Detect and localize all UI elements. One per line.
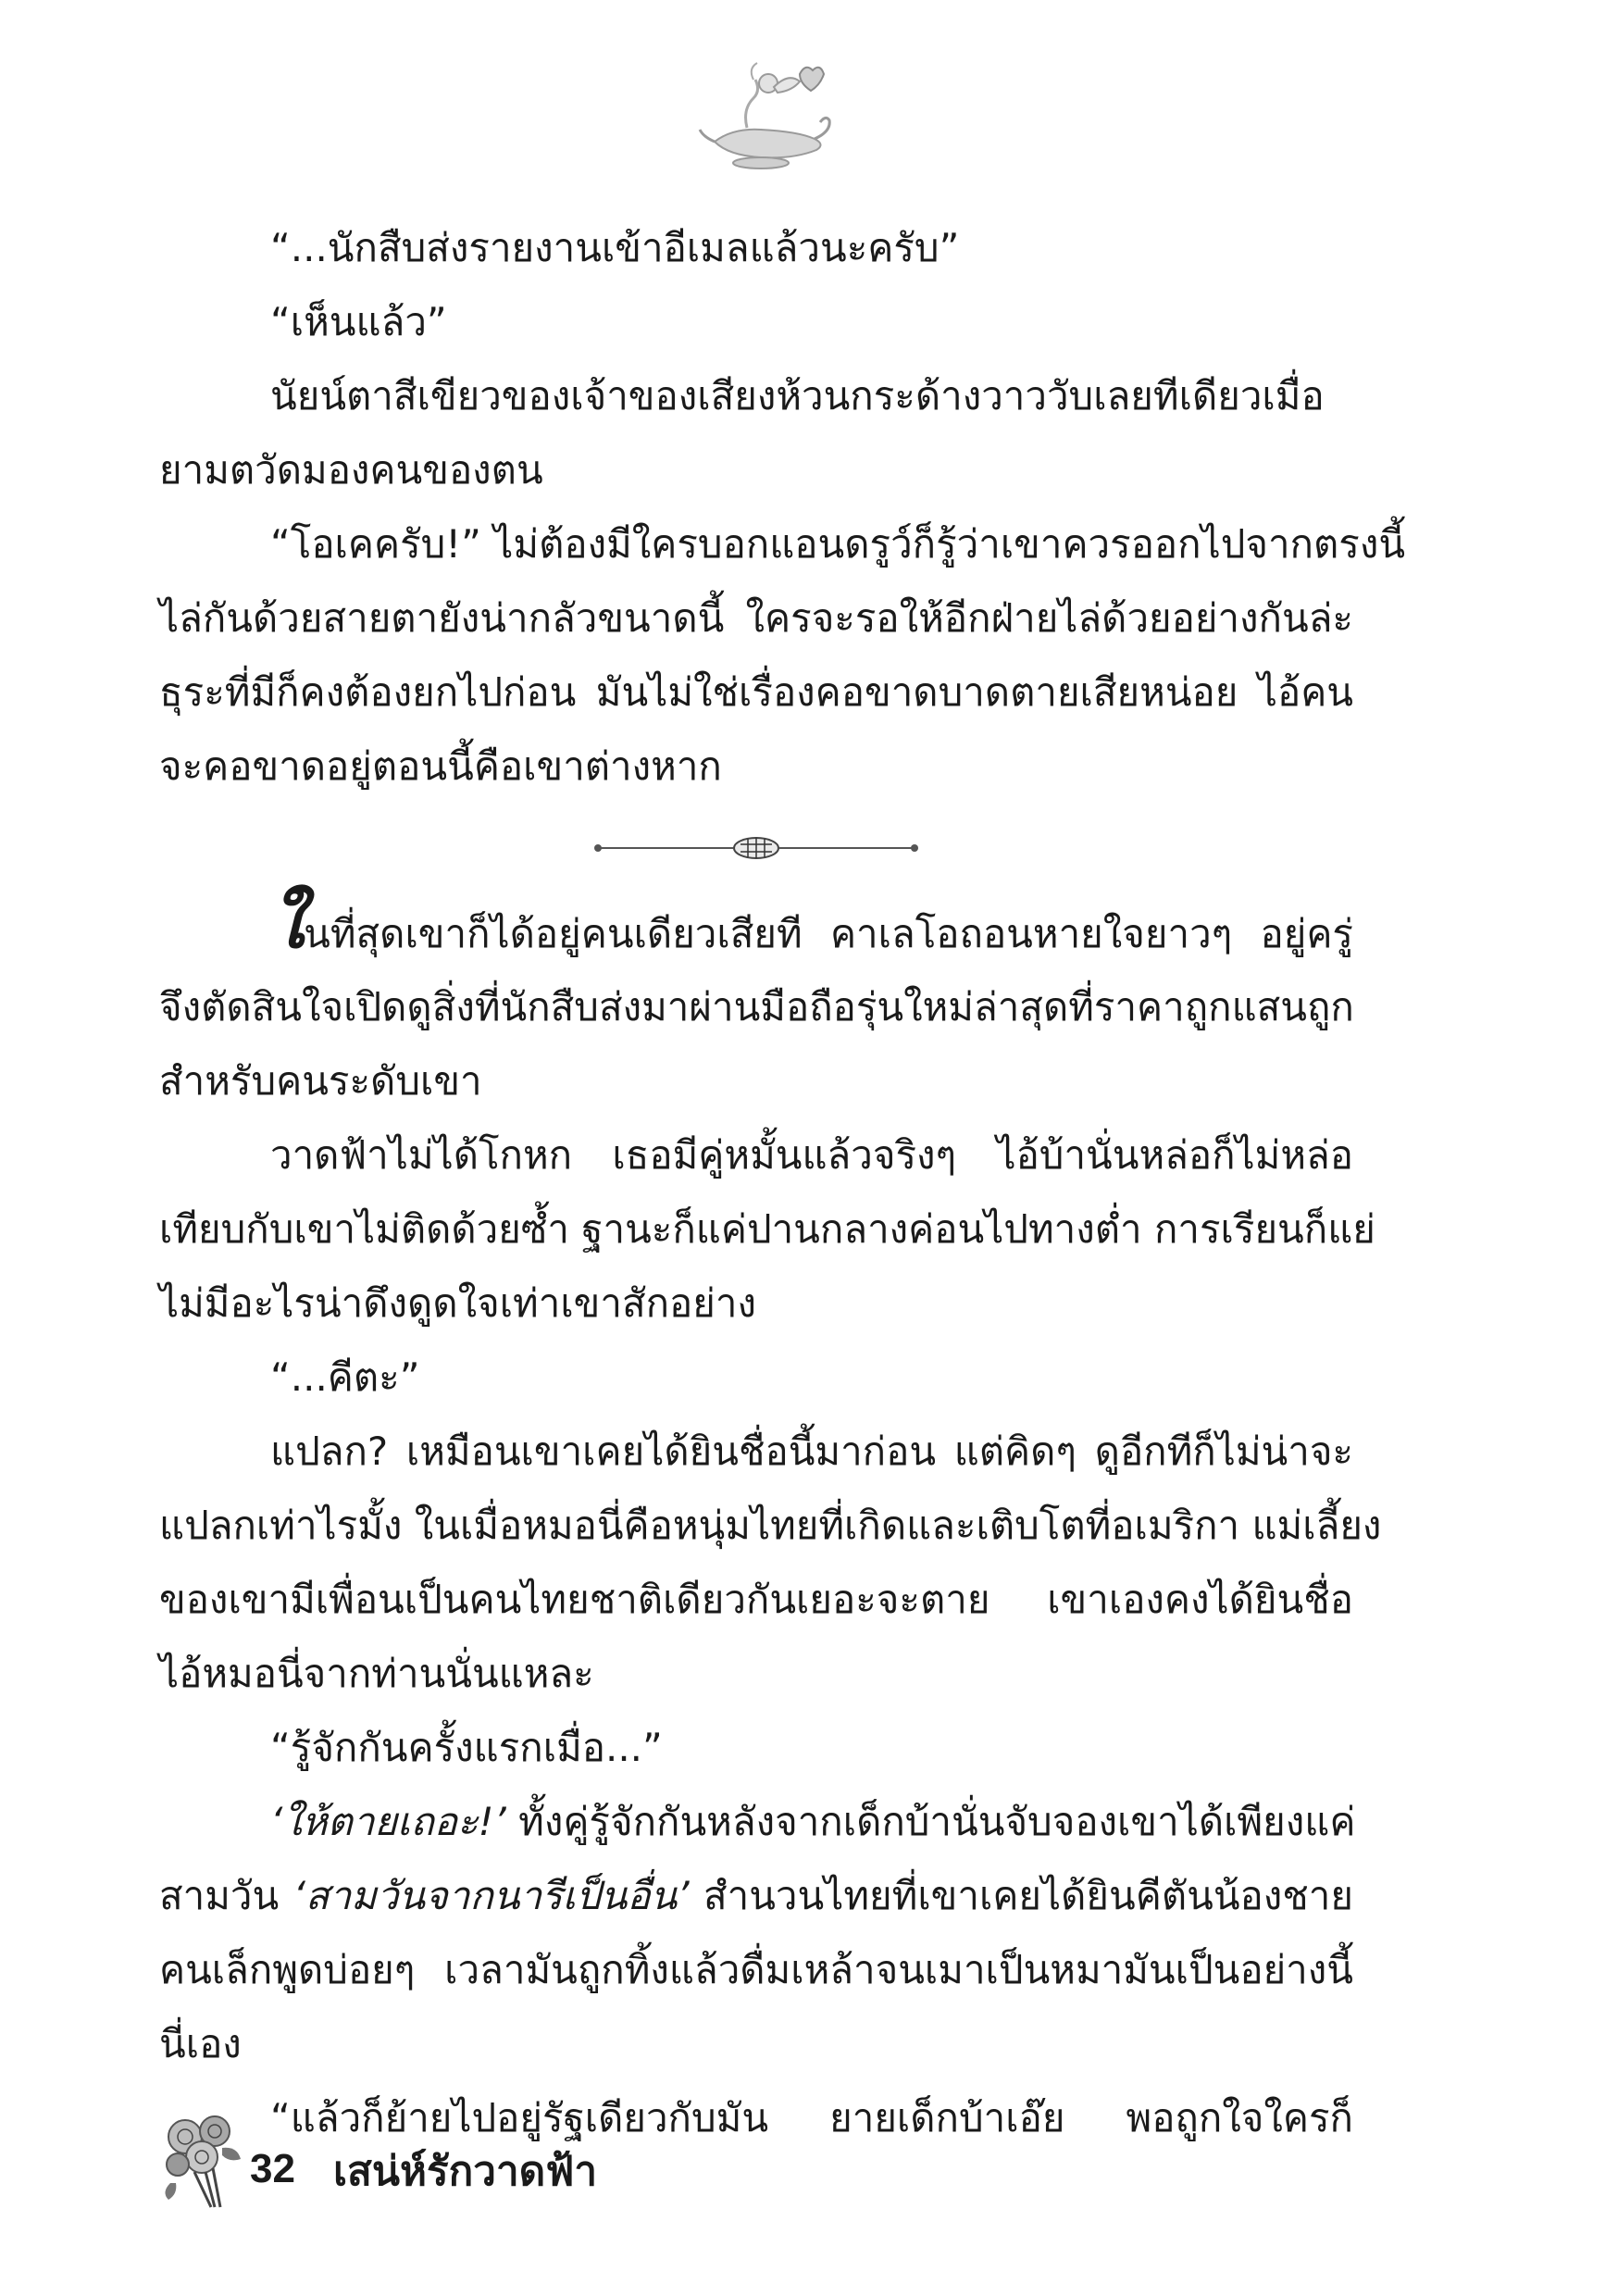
story-text <box>159 211 1406 2155</box>
text-line: “เห็นแล้ว” <box>270 299 447 344</box>
page-number: 32 <box>250 2146 295 2191</box>
page-footer <box>157 2111 898 2222</box>
text-line: จึงตัดสินใจเปิดดูสิ่งที่นักสืบส่งมาผ่านมือถือรุ่นใหม่ล่าสุดที่ราคาถูกแสนถูก <box>159 984 1354 1029</box>
text-line: “รู้จักกันครั้งแรกเมื่อ...” <box>270 1725 663 1770</box>
text-line: แปลก? เหมือนเขาเคยได้ยินชื่อนี้มาก่อน แต่คิดๆ ดูอีกทีก็ไม่น่าจะ <box>270 1429 1353 1474</box>
drop-cap: ใ <box>270 884 305 964</box>
text-line: สำหรับคนระดับเขา <box>159 1058 482 1104</box>
flower-bouquet-icon <box>157 2111 250 2213</box>
text-line <box>159 1859 1353 1933</box>
genie-lamp-ornament-icon <box>696 54 835 174</box>
text-line-start: สามวัน <box>159 1873 293 1918</box>
text-line: ยามตวัดมองคนของตน <box>159 447 543 493</box>
text-line: ไล่กันด้วยสายตายังน่ากลัวขนาดนี้ ใครจะรอให้อีกฝ่ายไล่ด้วยอย่างกันล่ะ <box>159 595 1353 641</box>
text-line-rest: นที่สุดเขาก็ได้อยู่คนเดียวเสียที คาเลโอถอนหายใจยาวๆ อยู่ครู่ <box>304 911 1353 956</box>
text-line: นี่เอง <box>159 2021 242 2066</box>
text-line: จะคอขาดอยู่ตอนนี้คือเขาต่างหาก <box>159 743 722 789</box>
italic-phrase: ‘ให้ตายเถอะ!’ <box>270 1799 506 1844</box>
text-line: “...คีตะ” <box>270 1354 420 1400</box>
text-line: “แล้วก็ย้ายไปอยู่รัฐเดียวกับมัน ยายเด็กบ้าเอ๊ย พอถูกใจใครก็ <box>270 2095 1353 2140</box>
text-line: ไอ้หมอนี่จากท่านนั่นแหละ <box>159 1651 594 1696</box>
text-line: แปลกเท่าไรมั้ง ในเมื่อหมอนี่คือหนุ่มไทยที่เกิดและเติบโตที่อเมริกา แม่เลี้ยง <box>159 1503 1382 1548</box>
text-line: คนเล็กพูดบ่อยๆ เวลามันถูกทิ้งแล้วดื่มเหล้าจนเมาเป็นหมามันเป็นอย่างนี้ <box>159 1947 1353 1992</box>
text-line: “โอเคครับ!” ไม่ต้องมีใครบอกแอนดรูว์ก็รู้ว่าเขาควรออกไปจากตรงนี้ <box>270 521 1406 567</box>
scene-divider-icon <box>594 830 918 867</box>
text-line <box>159 884 1353 970</box>
text-line-rest: สำนวนไทยที่เขาเคยได้ยินคีตันน้องชาย <box>689 1873 1353 1918</box>
scene-break <box>159 804 1353 896</box>
text-line-rest: ทั้งคู่รู้จักกันหลังจากเด็กบ้านั่นจับจองเขาได้เพียงแค่ <box>505 1799 1356 1844</box>
text-line: ไม่มีอะไรน่าดึงดูดใจเท่าเขาสักอย่าง <box>159 1280 756 1326</box>
text-line: ของเขามีเพื่อนเป็นคนไทยชาติเดียวกันเยอะจะตาย เขาเองคงได้ยินชื่อ <box>159 1577 1353 1622</box>
italic-phrase: ‘สามวันจากนารีเป็นอื่น’ <box>292 1873 690 1918</box>
text-line: วาดฟ้าไม่ได้โกหก เธอมีคู่หมั้นแล้วจริงๆ ไอ้บ้านั่นหล่อก็ไม่หล่อ <box>270 1132 1353 1178</box>
text-line: นัยน์ตาสีเขียวของเจ้าของเสียงห้วนกระด้างวาววับเลยทีเดียวเมื่อ <box>270 373 1325 418</box>
book-title: เสน่ห์รักวาดฟ้า <box>333 2148 598 2195</box>
text-line: “...นักสืบส่งรายงานเข้าอีเมลแล้วนะครับ” <box>270 225 960 270</box>
text-line <box>159 1785 1356 1859</box>
text-line: ธุระที่มีก็คงต้องยกไปก่อน มันไม่ใช่เรื่องคอขาดบาดตายเสียหน่อย ไอ้คน <box>159 669 1353 715</box>
text-line: เทียบกับเขาไม่ติดด้วยซ้ำ ฐานะก็แค่ปานกลางค่อนไปทางต่ำ การเรียนก็แย่ <box>159 1206 1375 1252</box>
